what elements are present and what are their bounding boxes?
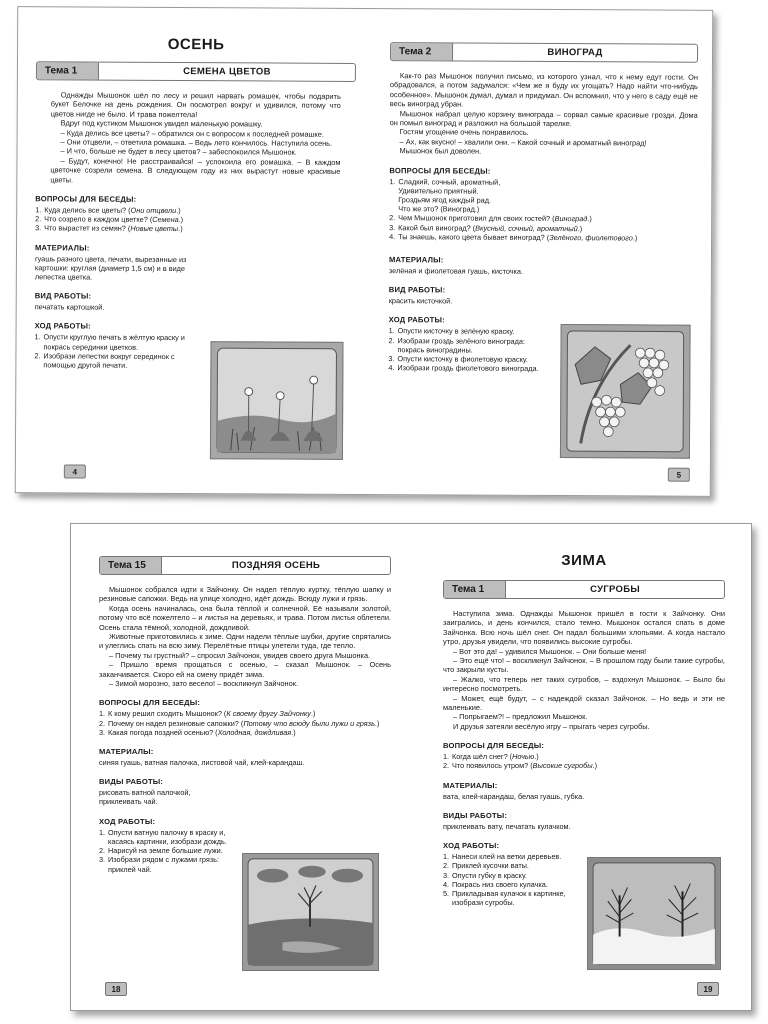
topic-tag: Тема 2 (391, 43, 453, 60)
step-item: 4. Изобрази гроздь фиолетового винограда. (388, 363, 539, 374)
questions-heading: ВОПРОСЫ ДЛЯ БЕСЕДЫ: (389, 165, 491, 176)
story-paragraph: – Почему ты грустный? – спросил Зайчонок, увидев своего друга Мышонка. (109, 650, 371, 660)
question-item: 2. Чем Мышонок приготовил для своих гостей? (Виноград.) (389, 213, 592, 224)
topic-tag: Тема 1 (37, 62, 99, 79)
work-type-heading: ВИД РАБОТЫ: (34, 291, 92, 301)
question-item: 2. Что созрело в каждом цветке? (Семена.) (35, 214, 184, 225)
story-paragraph: Мышонок был доволен. (399, 146, 482, 156)
work-type-text: печатать картошкой. (34, 302, 105, 312)
question-item: 3. Какой был виноград? (Вкусный, сочный, ароматный.) (389, 222, 583, 233)
page-number: 19 (697, 982, 719, 996)
question-item: 1. Когда шёл снег? (Ночью.) (443, 752, 539, 762)
step-item: 5. Прикладывая кулачок к картинке, изобрази сугробы. (443, 888, 566, 908)
steps-heading: ХОД РАБОТЫ: (99, 816, 156, 826)
snowdrifts-picture (588, 858, 720, 969)
story-paragraph: – Будут, конечно! Не расстраивайся! – успокоила его ромашка. – В каждом цветочке созрели семена. В следующем году из них вырастут новые красивые цветы. (50, 156, 341, 185)
steps-list (34, 333, 204, 371)
page-18 (99, 524, 391, 1010)
work-type-heading: ВИД РАБОТЫ: (388, 285, 446, 295)
late-autumn-illustration (242, 853, 379, 971)
story-paragraph: И друзья затеяли весёлую игру – прыгать через сугробы. (453, 721, 650, 731)
story-paragraph: – Жалко, что теперь нет таких сугробов, – вздохнул Мышонок. – Было бы интересно посмотреть. (443, 674, 725, 694)
story-paragraph: – Пришло время прощаться с осенью, – сказал Мышонок. – Осень заканчивается. Скоро ей на смену придёт зима. (99, 660, 391, 679)
step-item: 1. Опусти круглую печать в жёлтую краску и покрась серединки цветков. (34, 332, 185, 352)
topic-name: ПОЗДНЯЯ ОСЕНЬ (231, 560, 321, 571)
step-item: 2. Изобрази лепестки вокруг серединок с помощью другой печати. (34, 351, 175, 370)
step-item: 2. Изобрази гроздь зелёного винограда: покрась виноградины. (388, 335, 525, 355)
steps-heading: ХОД РАБОТЫ: (388, 315, 445, 325)
steps-list (99, 828, 235, 874)
materials-heading: МАТЕРИАЛЫ: (99, 747, 154, 757)
story-text (50, 90, 340, 186)
story-paragraph: – Это ещё что! – воскликнул Зайчонок. – В прошлом году были такие сугробы, что закрыли кусты. (443, 656, 725, 675)
questions-list (99, 709, 391, 737)
topic-name: ВИНОГРАД (547, 46, 603, 59)
story-paragraph: – Зимой морозно, зато весело! – воскликнул Зайчонок. (109, 679, 298, 689)
grapes-illustration (560, 324, 691, 459)
work-type-text: красить кисточкой. (388, 296, 453, 306)
question-item: 3. Что вырастет из семян? (Новые цветы.) (35, 223, 183, 234)
topic-header (36, 61, 356, 82)
step-item: 3. Опусти кисточку в фиолетовую краску. (388, 354, 528, 364)
page-number: 18 (105, 982, 127, 996)
steps-heading: ХОД РАБОТЫ: (34, 321, 91, 332)
snowdrifts-illustration (587, 857, 721, 970)
story-paragraph: Гостям угощение очень понравилось. (399, 127, 529, 138)
step-item: 3. Изобрази рядом с лужами грязь: приклей чай. (99, 855, 220, 874)
story-paragraph: Однажды Мышонок шёл по лесу и решил нарвать ромашек, чтобы подарить букет Белочке на день рождения. Он посмотрел вокруг и удивился, потому что цветов нигде не было. И трава пожелтела! (50, 90, 341, 119)
late-autumn-picture (243, 854, 378, 970)
story-paragraph: – Может, ещё будут, – с надеждой сказал Зайчонок. – Но ведь и эти не маленькие. (443, 693, 725, 713)
step-item: 2. Приклей кусочки ваты. (443, 861, 529, 871)
steps-list (388, 327, 548, 374)
question-item: 2. Почему он надел резиновые сапожки? (Потому что всюду были лужи и грязь.) (99, 718, 380, 728)
question-item: 1. К кому решил сходить Мышонок? (К своему другу Зайчонку.) (99, 709, 316, 719)
step-item: 1. Опусти кисточку в зелёную краску. (388, 326, 515, 337)
story-paragraph: Наступила зима. Однажды Мышонок пришёл в гости к Зайчонку. Они заигрались, и день кончился, стало темно. Мышонок остался спать в доме Зайчонка. Всю ночь шёл снег. Он падал большими хлопьями. А когда настало утро, друзья увидели, что появились высокие сугробы. (443, 609, 725, 647)
topic-header (390, 42, 698, 63)
page-19 (443, 524, 725, 1010)
work-type-heading: ВИДЫ РАБОТЫ: (99, 777, 164, 787)
topic-name: СЕМЕНА ЦВЕТОВ (183, 66, 271, 78)
story-paragraph: Мышонок собрался идти к Зайчонку. Он надел тёплую куртку, тёплую шапку и резиновые сапожки. Ведь на улице холодно, идёт дождь. Всюду лужи и грязь. (99, 585, 391, 604)
page-5 (388, 9, 699, 496)
step-item: 1. Нанеси клей на ветки деревьев. (443, 852, 562, 862)
materials-heading: МАТЕРИАЛЫ: (34, 242, 90, 253)
work-type-text: рисовать ватной палочкой, приклеивать чай. (99, 788, 191, 807)
story-paragraph: – Ах, как вкусно! – хвалили они. – Какой сочный и ароматный виноград! (399, 137, 647, 148)
story-text (390, 71, 698, 157)
step-item: 3. Опусти губку в краску. (443, 870, 527, 880)
page-4 (34, 7, 357, 494)
topic-tag: Тема 1 (444, 581, 506, 598)
topic-name: СУГРОБЫ (590, 584, 640, 595)
steps-list (443, 852, 579, 907)
questions-heading: ВОПРОСЫ ДЛЯ БЕСЕДЫ: (35, 194, 137, 204)
materials-text: гуашь разного цвета, печати, вырезанные из картошки: круглая (диаметр 1,5 см) и в виде лепестка цветка. (34, 253, 187, 282)
page-number: 5 (668, 468, 690, 482)
step-item: 4. Покрась низ своего кулачка. (443, 879, 548, 889)
season-title: ЗИМА (561, 552, 607, 569)
question-item: 3. Какая погода поздней осенью? (Холодная, дождливая.) (99, 727, 296, 737)
materials-text: синяя гуашь, ватная палочка, листовой чай, клей-карандаш. (99, 758, 305, 768)
book-spread-pages-4-5 (15, 6, 714, 497)
story-paragraph: Как-то раз Мышонок получил письмо, из которого узнал, что к нему едут гости. Он обрадовался, а потом задумался: «Чем же я буду их угощать? Надо найти что-нибудь особенное». Мышонок думал, думал и придумал. Он вспомнил, что у него в саду ещё не весь виноград убран. (389, 71, 698, 109)
questions-list (443, 752, 725, 770)
topic-header (99, 556, 391, 575)
topic-tag: Тема 15 (100, 557, 162, 574)
grapes-picture (561, 325, 690, 458)
story-paragraph: Вдруг под кустиком Мышонок увидел маленькую ромашку. (60, 118, 263, 129)
story-paragraph: Животные приготовились к зиме. Одни надели тёплые шубки, другие спрятались и улеглись спать на всю зиму. Перелётные птицы улетели туда, где тепло. (99, 632, 391, 651)
question-item: 2. Что появилось утром? (Высокие сугробы.) (443, 761, 598, 771)
question-item: 4. Ты знаешь, какого цвета бывает виноград? (Зелёного, фиолетового.) (389, 232, 638, 243)
book-spread-pages-18-19 (70, 523, 752, 1011)
page-number: 4 (64, 464, 86, 478)
steps-heading: ХОД РАБОТЫ: (443, 841, 500, 851)
story-paragraph: Когда осень начиналась, она была тёплой и солнечной. Её называли золотой, потому что всё пожелтело – и листья на деревьях, и трава. Потом листья облетели. Осень стала тёмной, холодной, дождливой. (99, 603, 391, 632)
materials-text: зелёная и фиолетовая гуашь, кисточка. (388, 266, 523, 276)
story-paragraph: – И что, больше не будет в лесу цветов? – забеспокоился Мышонок. (60, 146, 297, 158)
materials-heading: МАТЕРИАЛЫ: (443, 780, 498, 790)
story-text (443, 609, 725, 731)
step-item: 1. Опусти ватную палочку в краску и, касаясь картинки, изобрази дождь. (99, 827, 227, 846)
flowers-illustration (210, 341, 344, 460)
flowers-picture (211, 342, 343, 459)
story-paragraph: – Куда делись все цветы? – обратился он с вопросом к последней ромашке. (60, 128, 324, 139)
story-paragraph: Мышонок набрал целую корзину винограда – сорвал самые красивые грозди. Дома он помыл виноград и разложил на большой тарелке. (389, 108, 698, 129)
topic-header (443, 580, 725, 599)
work-type-heading: ВИДЫ РАБОТЫ: (443, 810, 508, 820)
step-item: 2. Нарисуй на земле большие лужи. (99, 846, 223, 856)
materials-heading: МАТЕРИАЛЫ: (388, 255, 444, 265)
story-text (99, 585, 391, 688)
questions-heading: ВОПРОСЫ ДЛЯ БЕСЕДЫ: (99, 698, 201, 708)
story-paragraph: – Вот это да! – удивился Мышонок. – Они больше меня! (453, 646, 647, 656)
question-item: 1. Куда делись все цветы? (Они отцвели.) (35, 205, 181, 216)
materials-text: вата, клей-карандаш, белая гуашь, губка. (443, 791, 585, 801)
work-type-text: приклеивать вату, печатать кулачком. (443, 821, 571, 831)
question-item-riddle: 1. Сладкий, сочный, ароматный, Удивительно приятный. Гроздьям ягод каждый рад. Что же это? (Виноград.) (389, 176, 501, 214)
season-title: ОСЕНЬ (167, 35, 225, 54)
questions-heading: ВОПРОСЫ ДЛЯ БЕСЕДЫ: (443, 741, 545, 751)
story-paragraph: – Попрыгаем?! – предложил Мышонок. (453, 712, 588, 722)
story-paragraph: – Они отцвели, – ответила ромашка. – Ведь лето кончилось. Наступила осень. (60, 137, 333, 148)
questions-list (389, 177, 697, 243)
questions-list (35, 205, 355, 234)
